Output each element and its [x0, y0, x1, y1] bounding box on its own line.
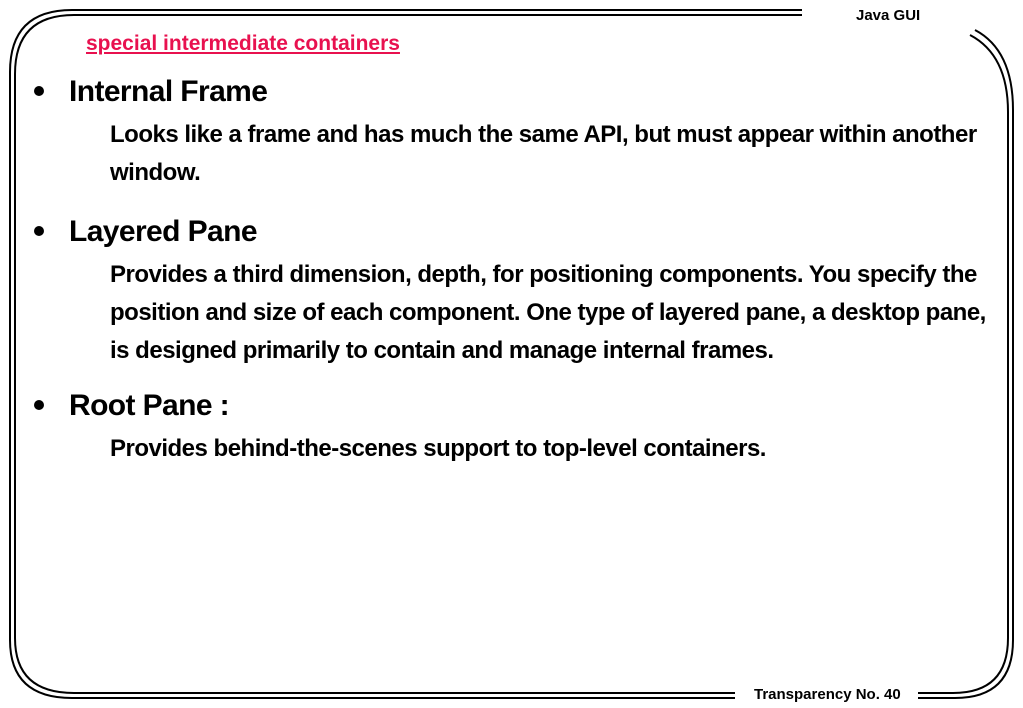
list-item: [30, 212, 995, 370]
sub-item-text: Provides behind-the-scenes support to top-level containers.: [110, 435, 766, 462]
footer-label: Transparency No. 40: [750, 686, 905, 703]
item-heading-row: [30, 72, 995, 112]
slide-content: [30, 72, 995, 468]
item-heading: Root Pane :: [69, 389, 230, 422]
sub-item: [110, 430, 995, 468]
sub-item: [110, 256, 995, 370]
item-heading-row: [30, 386, 995, 426]
header-label: Java GUI: [856, 7, 921, 24]
item-heading: Layered Pane: [69, 215, 257, 248]
list-item: [30, 72, 995, 192]
bullet-dot-icon: [34, 400, 44, 410]
sub-item-text: Looks like a frame and has much the same API, but must appear within another window.: [110, 121, 977, 186]
bullet-dot-icon: [34, 86, 44, 96]
item-heading: Internal Frame: [69, 75, 268, 108]
bullet-dot-icon: [34, 226, 44, 236]
sub-item: [110, 116, 995, 192]
slide-title: special intermediate containers: [86, 32, 400, 55]
sub-item-text: Provides a third dimension, depth, for positioning components. You specify the position and size of each component. One type of layered pane, a desktop pane, is designed primarily to contain and manage internal frames.: [110, 261, 986, 364]
list-item: [30, 386, 995, 468]
item-heading-row: [30, 212, 995, 252]
